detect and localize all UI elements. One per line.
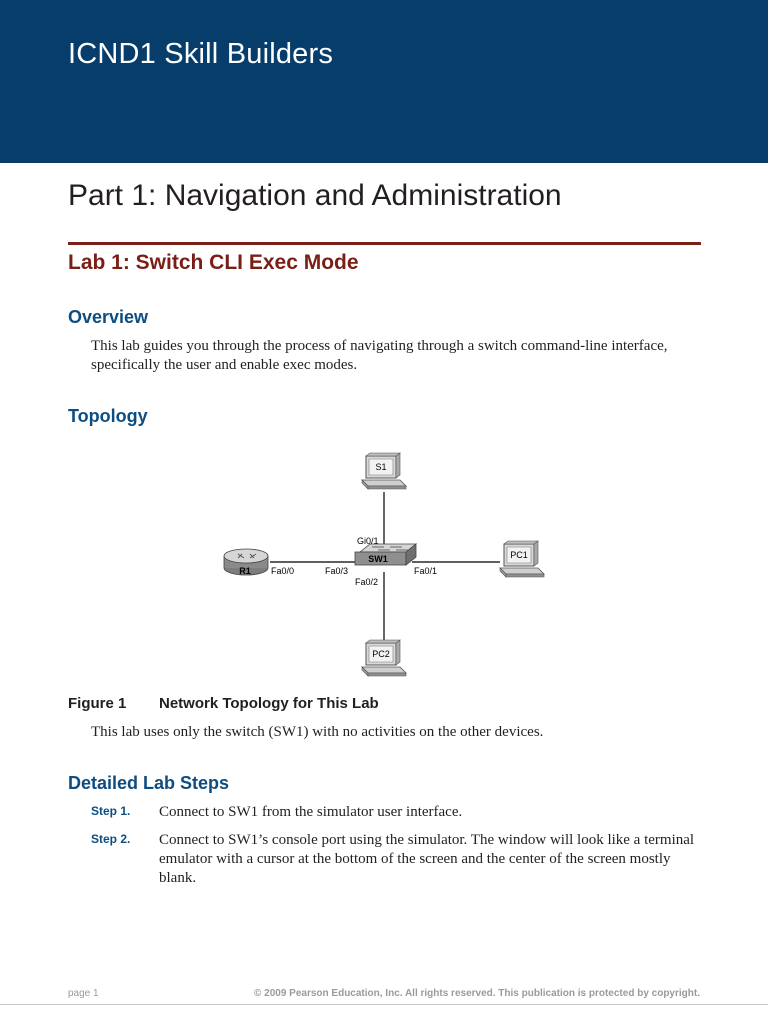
pc2-icon (362, 640, 406, 676)
sw1-label: SW1 (368, 554, 388, 564)
step-label: Step 2. (91, 832, 131, 846)
figure-number: Figure 1 (68, 695, 127, 712)
figure-note: This lab uses only the switch (SW1) with no activities on the other devices. (91, 724, 544, 740)
overview-text: This lab guides you through the process of navigating through a switch command-line interface, specifically the user and enable exec modes. (91, 338, 668, 373)
copyright-notice: © 2009 Pearson Education, Inc. All rights reserved. This publication is protected by copyright. (254, 988, 700, 999)
port-label-gi0-1: Gi0/1 (357, 536, 379, 546)
pc1-icon (500, 541, 544, 577)
header-banner (0, 0, 768, 163)
router-icon (224, 549, 268, 576)
topology-heading: Topology (68, 406, 148, 426)
s1-pc-icon (362, 453, 406, 489)
overview-heading: Overview (68, 307, 149, 327)
detailed-steps-heading: Detailed Lab Steps (68, 773, 230, 793)
port-label-r1-fa0-0: Fa0/0 (271, 566, 295, 576)
s1-label: S1 (375, 462, 387, 472)
r1-label: R1 (239, 566, 251, 576)
book-title: ICND1 Skill Builders (68, 38, 334, 70)
switch-icon (355, 544, 416, 565)
port-label-sw-fa0-1: Fa0/1 (414, 566, 438, 576)
port-label-sw-fa0-2: Fa0/2 (355, 577, 379, 587)
port-label-sw-fa0-3: Fa0/3 (325, 566, 349, 576)
lab-title: Lab 1: Switch CLI Exec Mode (68, 251, 359, 274)
page-number: page 1 (68, 988, 99, 999)
part-title: Part 1: Navigation and Administration (68, 179, 562, 212)
pc2-label: PC2 (372, 649, 390, 659)
title-divider (68, 242, 701, 245)
pc1-label: PC1 (510, 550, 528, 560)
figure-caption (68, 695, 379, 712)
step-text: Connect to SW1’s console port using the simulator. The window will look like a terminal emulator with a cursor at the bottom of the screen and the center of the screen mostly blank. (159, 832, 695, 886)
step-label: Step 1. (91, 804, 131, 818)
network-topology-diagram (200, 440, 560, 690)
footer-divider (0, 1004, 768, 1005)
figure-title: Network Topology for This Lab (159, 695, 379, 712)
step-text: Connect to SW1 from the simulator user interface. (159, 804, 463, 820)
